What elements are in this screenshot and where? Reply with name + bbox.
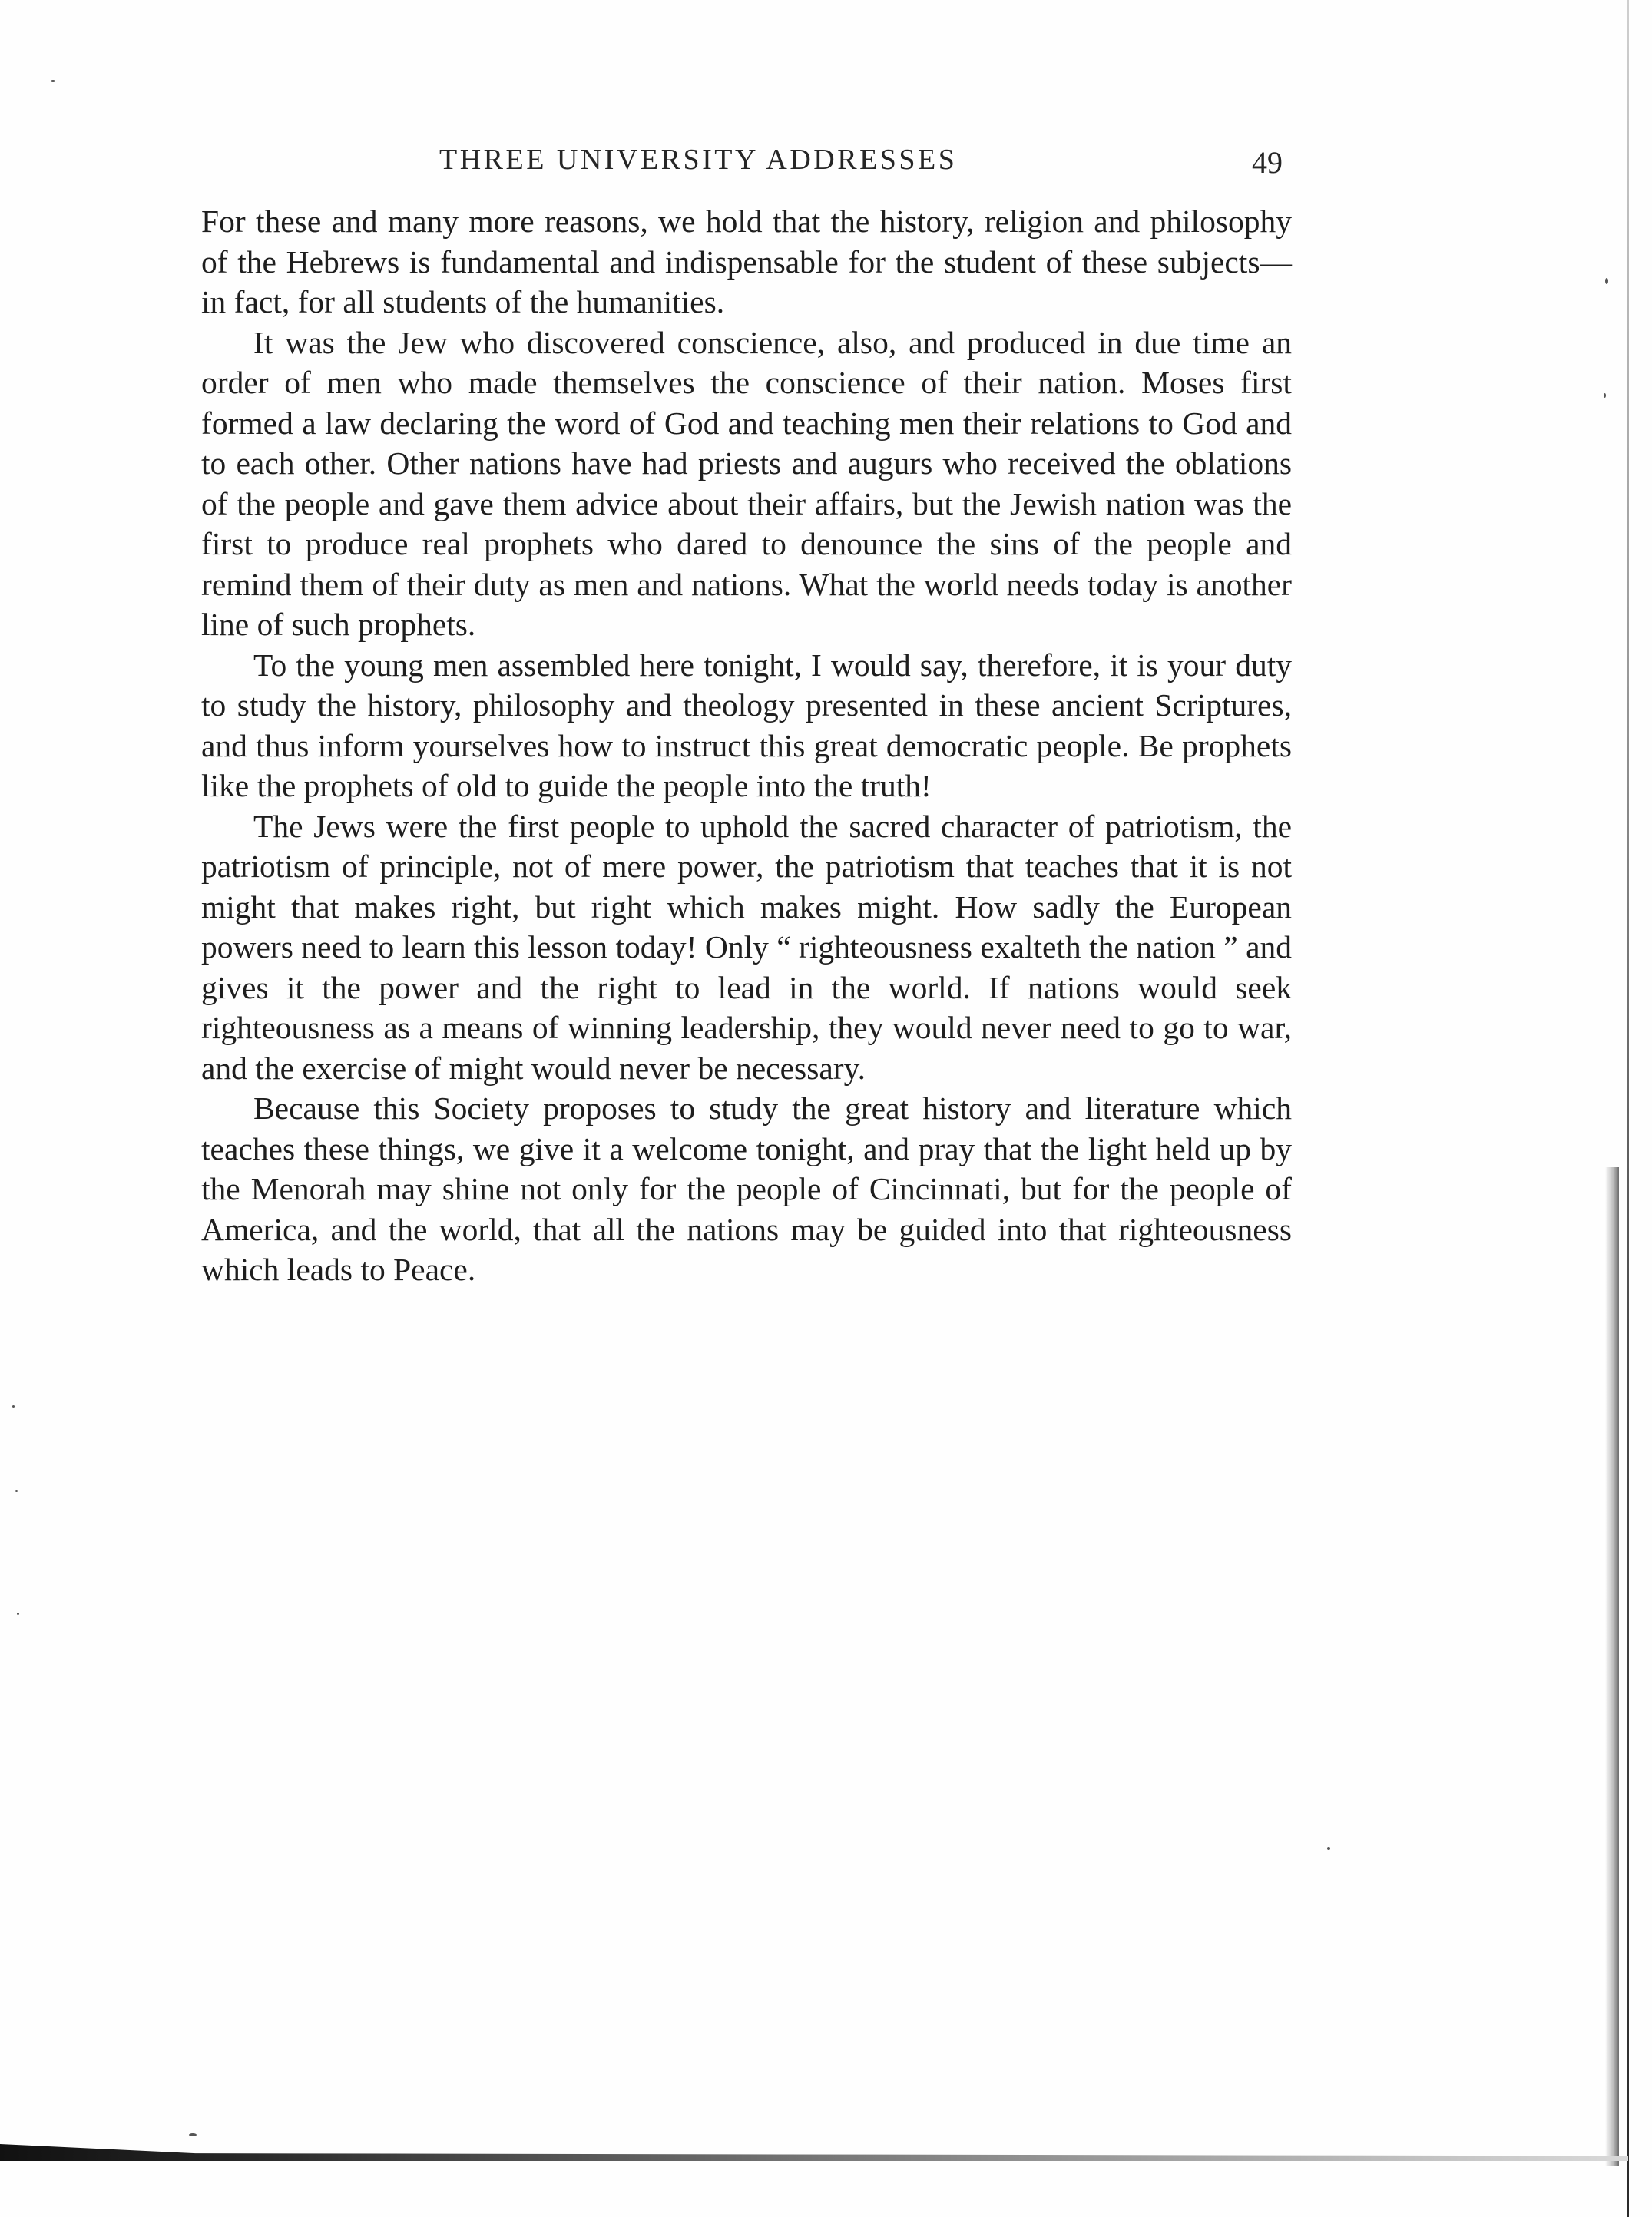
scan-speck <box>12 1405 15 1408</box>
page-number: 49 <box>1252 145 1283 180</box>
running-title: THREE UNIVERSITY ADDRESSES <box>439 144 958 176</box>
scan-speck <box>189 2133 197 2136</box>
paragraph: The Jews were the first people to uphold the sacred character of patriotism, the patriotism of principle, not of mere power, the patriotism that teaches that it is not might that makes right, but right which makes might. How sadly the European powers need to learn this lesson today! Only “ righteousness exalteth the nation ” and gives it the power and the right to lead in the world. If nations would seek righteousness as a means of winning leadership, they would never need to go to war, and the exercise of might would never be necessary. <box>201 808 1292 1086</box>
scan-speck <box>15 1490 18 1492</box>
scan-speck <box>1327 1847 1330 1850</box>
scan-speck <box>17 1613 19 1615</box>
scan-speck <box>51 80 55 82</box>
paragraph: For these and many more reasons, we hold that the history, religion and philosophy of the Hebrews is fundamental and indispensable for the student of these subjects—in fact, for all students of the humanities. <box>201 204 1292 319</box>
page-bottom-edge <box>0 2144 1628 2161</box>
paragraph: Because this Society proposes to study the great history and literature which teaches these things, we give it a welcome tonight, and pray that the light held up by the Menorah may shine not only for the people of Cincinnati, but for the people of America, and the world, that all the nations may be guided into that righteousness which leads to Peace. <box>201 1090 1292 1287</box>
body-text <box>201 201 1292 1290</box>
scan-speck <box>1604 393 1606 398</box>
scan-speck <box>1605 278 1608 284</box>
page-right-edge <box>1627 0 1629 2217</box>
paragraph: It was the Jew who discovered conscience, also, and produced in due time an order of men who made themselves the conscience of their nation. Moses first formed a law declaring the word of God and teaching men their relations to God and to each other. Other nations have had priests and augurs who received the oblations of the people and gave them advice about their affairs, but the Jewish nation was the first to produce real prophets who dared to denounce the sins of the people and remind them of their duty as men and nations. What the world needs today is another line of such prophets. <box>201 324 1292 642</box>
paragraph: To the young men assembled here tonight, I would say, therefore, it is your duty to study the history, philosophy and theology presented in these ancient Scriptures, and thus inform yourselves how to instruct this great democratic people. Be prophets like the prophets of old to guide the people into the truth! <box>201 647 1292 803</box>
running-header <box>201 143 1292 189</box>
page-gutter-shadow <box>1605 1167 1619 2166</box>
